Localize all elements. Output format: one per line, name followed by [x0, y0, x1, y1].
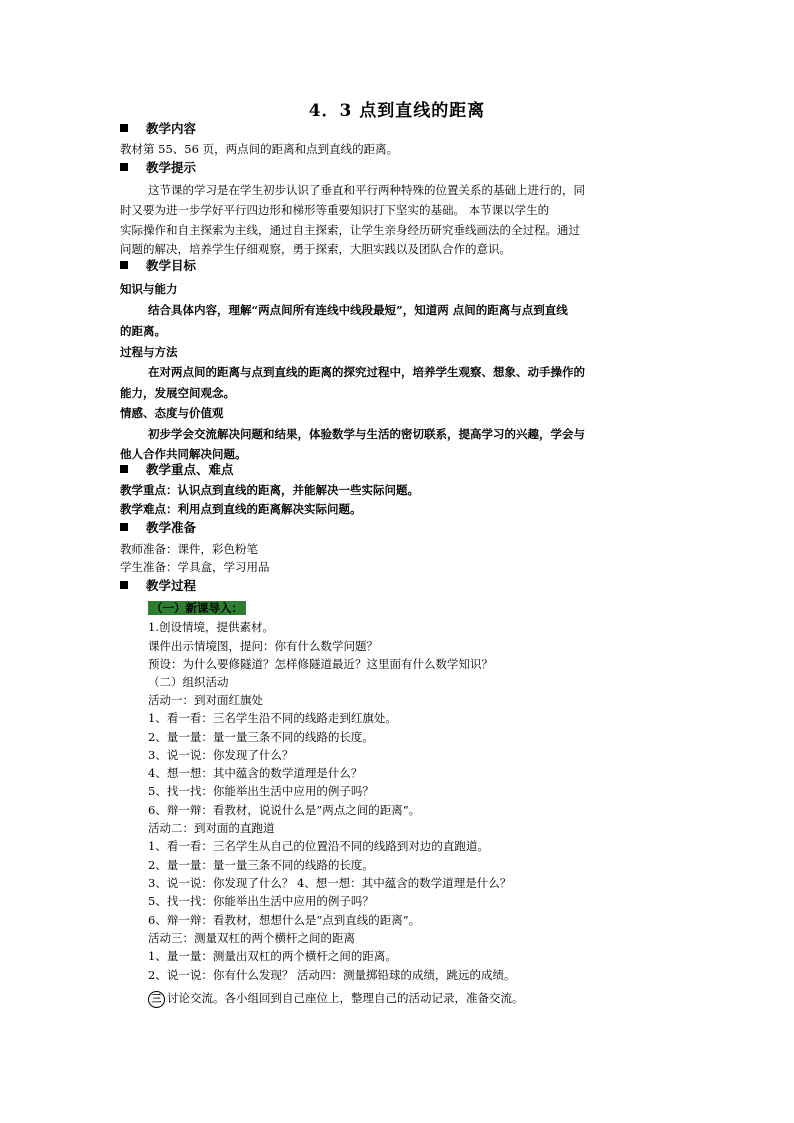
activity2-line: 5、找一找：你能举出生活中应用的例子吗？ [148, 894, 374, 908]
square-bullet-icon [120, 581, 128, 589]
process-part1 [148, 600, 246, 616]
process-intro-line: 预设：为什么要修隧道？怎样修隧道最近？这里面有什么数学知识？ [148, 657, 493, 671]
activity2-line: 6、辩一辩：看教材，想想什么是“点到直线的距离”。 [148, 913, 421, 927]
section-heading-content: 教学内容 [120, 121, 196, 137]
prep-student: 学生准备：学具盒，学习用品 [120, 560, 270, 574]
section-heading-hint: 教学提示 [120, 160, 196, 176]
activity3-title: 活动三：测量双杠的两个横杆之间的距离 [148, 931, 355, 945]
goals-knowledge-line: 的距离。 [120, 324, 166, 338]
process-intro-line: 1.创设情境，提供素材。 [148, 620, 274, 634]
goals-emotion-line: 初步学会交流解决问题和结果，体验数学与生活的密切联系，提高学习的兴趣，学会与 [148, 427, 585, 441]
part3-text: 讨论交流。各小组回到自己座位上，整理自己的活动记录，准备交流。 [167, 991, 524, 1005]
square-bullet-icon [120, 465, 128, 473]
activity2-line: 1、看一看：三名学生从自己的位置沿不同的线路到对边的直跑道。 [148, 839, 489, 853]
activity2-title: 活动二：到对面的直跑道 [148, 821, 275, 835]
process-intro-line: 课件出示情境图，提问：你有什么数学问题？ [148, 639, 378, 653]
square-bullet-icon [120, 523, 128, 531]
goals-emotion-title: 情感、态度与价值观 [120, 406, 224, 420]
goals-process-line: 能力，发展空间观念。 [120, 386, 235, 400]
section-heading-goals: 教学目标 [120, 258, 196, 274]
activity1-title: 活动一：到对面红旗处 [148, 693, 263, 707]
hint-line: 时又要为进一步学好平行四边形和梯形等重要知识打下坚实的基础。 本节课以学生的 [120, 203, 550, 217]
activity1-line: 3、说一说：你发现了什么？ [148, 748, 294, 762]
square-bullet-icon [120, 261, 128, 269]
page-title: 4．3 点到直线的距离 [308, 101, 486, 121]
goals-process-title: 过程与方法 [120, 345, 178, 359]
keypoint-difficulty: 教学难点：利用点到直线的距离解决实际问题。 [120, 502, 362, 516]
process-part3 [148, 990, 524, 1008]
keypoint-focus: 教学重点：认识点到直线的距离，并能解决一些实际问题。 [120, 483, 419, 497]
activity3-line: 1、量一量：测量出双杠的两个横杆之间的距离。 [148, 949, 397, 963]
goals-knowledge-title: 知识与能力 [120, 282, 178, 296]
activity2-line: 3、说一说：你发现了什么？ 4、想一想：其中蕴含的数学道理是什么？ [148, 876, 512, 890]
activity1-line: 4、想一想：其中蕴含的数学道理是什么？ [148, 766, 363, 780]
hint-line: 这节课的学习是在学生初步认识了垂直和平行两种特殊的位置关系的基础上进行的，同 [148, 183, 585, 197]
hint-line: 实际操作和自主探索为主线，通过自主探索，让学生亲身经历研究垂线画法的全过程。通过 [120, 223, 580, 237]
hint-line: 问题的解决，培养学生仔细观察，勇于探索，大胆实践以及团队合作的意识。 [120, 242, 511, 256]
goals-emotion-line: 他人合作共同解决问题。 [120, 447, 247, 461]
section-heading-keypoints: 教学重点、难点 [120, 462, 234, 478]
activity1-line: 1、看一看：三名学生沿不同的线路走到红旗处。 [148, 711, 397, 725]
goals-knowledge-line: 结合具体内容，理解“两点间所有连线中线段最短”，知道两 点间的距离与点到直线 [148, 303, 568, 317]
activity1-line: 5、找一找：你能举出生活中应用的例子吗？ [148, 784, 374, 798]
section-heading-process: 教学过程 [120, 578, 196, 594]
square-bullet-icon [120, 124, 128, 132]
activity3-line: 2、说一说：你有什么发现？ 活动四：测量掷铅球的成绩，跳远的成绩。 [148, 968, 516, 982]
activity1-line: 2、量一量：量一量三条不同的线路的长度。 [148, 730, 374, 744]
content-text: 教材第 55、56 页，两点间的距离和点到直线的距离。 [120, 142, 399, 156]
goals-process-line: 在对两点间的距离与点到直线的距离的探究过程中，培养学生观察、想象、动手操作的 [148, 365, 585, 379]
circled-number-icon: 三 [148, 991, 165, 1008]
activity2-line: 2、量一量：量一量三条不同的线路的长度。 [148, 858, 374, 872]
section-heading-prep: 教学准备 [120, 520, 196, 536]
part1-highlight: （一）新课导入： [148, 601, 246, 615]
activity1-line: 6、辩一辩：看教材，说说什么是”两点之间的距离“。 [148, 803, 421, 817]
process-part2: （二）组织活动 [148, 675, 229, 689]
prep-teacher: 教师准备：课件，彩色粉笔 [120, 542, 258, 556]
square-bullet-icon [120, 163, 128, 171]
